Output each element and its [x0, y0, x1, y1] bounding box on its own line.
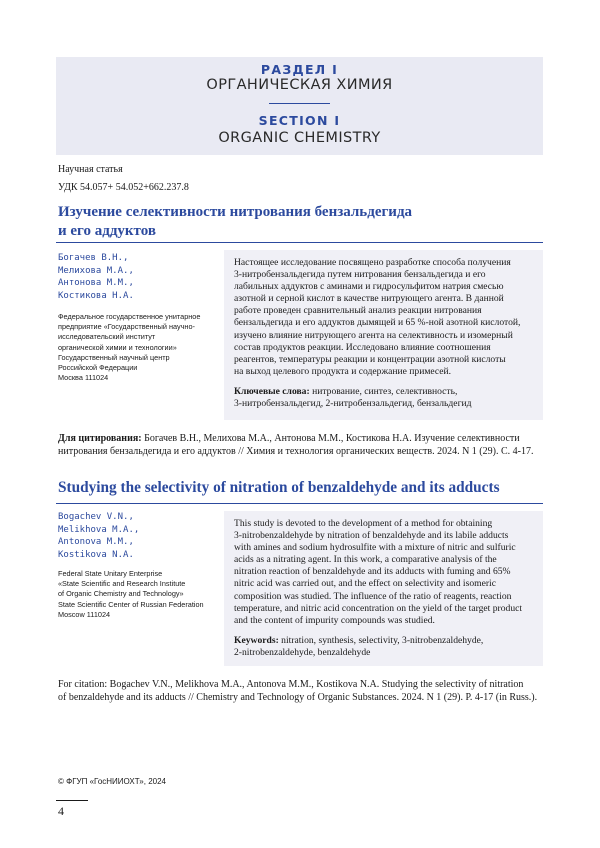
abstract-en	[234, 518, 533, 627]
author: Melikhova M.A.,	[58, 524, 140, 535]
author: Antonova M.M.,	[58, 537, 134, 547]
keywords-ru	[234, 386, 533, 410]
authors-ru	[58, 252, 134, 302]
author: Мелихова М.А.,	[58, 265, 134, 276]
affiliation-line: State Scientific Center of Russian Federation	[58, 599, 204, 609]
section-label-en: SECTION I	[258, 113, 341, 128]
abstract-line: реагентов, температуры реакции и концентрации азотной кислоты	[234, 353, 506, 365]
keywords-text: нитрование, синтез, селективность,	[309, 385, 458, 397]
author: Богачев В.Н.,	[58, 253, 129, 263]
author: Антонова М.М.,	[58, 278, 134, 288]
author: Kostikova N.A.	[58, 549, 134, 560]
title-ru-line: и его аддуктов	[58, 223, 156, 239]
affiliation-line: предприятие «Государственный научно-	[58, 322, 195, 332]
banner-divider	[269, 103, 330, 104]
affiliation-en	[58, 569, 204, 620]
footer-rule	[56, 800, 88, 801]
keywords-text: 2-nitrobenzaldehyde, benzaldehyde	[234, 646, 371, 658]
citation-text: нитрования бензальдегида и его аддуктов // Химия и технология органических веществ. 2024. N 1 (29). С. 4-17.	[58, 446, 534, 457]
affiliation-line: Federal State Unitary Enterprise	[58, 569, 163, 578]
abstract-line: лабильных аддуктов с аминами и гидросульфитом натрия смесью	[234, 281, 504, 293]
affiliation-line: органической химии и технологии»	[58, 342, 177, 352]
page-number: 4	[58, 804, 64, 818]
keywords-en	[234, 635, 533, 659]
abstract-line: acids as a nitrating agent. In this work, a comparative analysis of the	[234, 554, 497, 566]
abstract-line: 3-nitrobenzaldehyde by nitration of benzaldehyde and its labile adducts	[234, 530, 509, 542]
citation-en	[58, 678, 543, 704]
title-ru-line: Изучение селективности нитрования бензальдегида	[58, 204, 413, 220]
abstract-line: бензальдегида и его аддуктов дымящей и 65 %-ной азотной кислотой,	[234, 317, 521, 329]
keywords-label: Keywords:	[234, 634, 279, 646]
abstract-line: temperature, and nitric acid concentration on the yield of the target product	[234, 602, 523, 614]
abstract-box-ru	[224, 250, 543, 420]
abstract-line: Настоящее исследование посвящено разработке способа получения	[234, 257, 511, 268]
citation-text: For citation: Bogachev V.N., Melikhova M.A., Antonova M.M., Kostikova N.A. Studying the selectivity of nitration	[58, 679, 524, 690]
abstract-line: nitration reaction of benzaldehyde and its adducts with fuming and 65%	[234, 566, 511, 578]
abstract-line: на выход целевого продукта и содержание примесей.	[234, 365, 452, 377]
article-type: Научная статья	[58, 164, 123, 175]
abstract-line: состав продуктов реакции. Исследовано влияние соотношения	[234, 341, 491, 353]
copyright: © ФГУП «ГосНИИОХТ», 2024	[58, 777, 166, 786]
author: Bogachev V.N.,	[58, 512, 134, 522]
abstract-ru	[234, 257, 533, 378]
abstract-line: изучено влияние нитрующего агента на селективность и изомерный	[234, 329, 513, 341]
affiliation-line: Москва 111024	[58, 373, 109, 383]
abstract-box-en	[224, 511, 543, 666]
affiliation-line: Moscow 111024	[58, 609, 111, 619]
abstract-line: азотной и серной кислот в качестве нитрующего агента. В данной	[234, 293, 504, 305]
authors-en	[58, 511, 139, 561]
citation-label: Для цитирования:	[58, 433, 142, 444]
abstract-line: работе проведен сравнительный анализ реакции нитрования	[234, 305, 482, 317]
citation-text: Богачев В.Н., Мелихова М.А., Антонова М.М., Костикова Н.А. Изучение селективности	[141, 433, 520, 444]
abstract-line: with amines and sodium hydrosulfite with a mixture of nitric and sulfuric	[234, 542, 516, 554]
abstract-line: and the content of impurity compounds was studied.	[234, 614, 435, 626]
keywords-label: Ключевые слова:	[234, 385, 310, 397]
abstract-line: 3-нитробензальдегида путем нитрования бензальдегида и его	[234, 269, 486, 281]
udc-code: УДК 54.057+ 54.052+662.237.8	[58, 182, 189, 193]
abstract-line: nitric acid was carried out, and the effect on selectivity and isomeric	[234, 578, 496, 590]
affiliation-line: исследовательский институт	[58, 332, 156, 342]
citation-text: of benzaldehyde and its adducts // Chemistry and Technology of Organic Substances. 2024. N 1 (29). P. 4-17 (in Russ.).	[58, 692, 538, 703]
title-ru	[58, 203, 412, 241]
title-rule	[56, 242, 543, 243]
title-en: Studying the selectivity of nitration of benzaldehyde and its adducts	[58, 479, 500, 496]
section-banner	[56, 57, 543, 155]
section-name-en: ORGANIC CHEMISTRY	[218, 130, 381, 146]
keywords-text: nitration, synthesis, selectivity, 3-nitrobenzaldehyde,	[278, 634, 484, 646]
affiliation-line: Федеральное государственное унитарное	[58, 312, 201, 321]
affiliation-line: Российской Федерации	[58, 363, 138, 373]
citation-ru	[58, 432, 543, 458]
abstract-line: composition was studied. The influence of the ratio of reagents, reaction	[234, 590, 512, 602]
affiliation-line: Государственный научный центр	[58, 352, 170, 362]
title-rule	[56, 503, 543, 504]
affiliation-ru	[58, 312, 200, 383]
affiliation-line: of Organic Chemistry and Technology»	[58, 589, 184, 599]
affiliation-line: «State Scientific and Research Institute	[58, 579, 186, 589]
abstract-line: This study is devoted to the development of a method for obtaining	[234, 518, 493, 529]
author: Костикова Н.А.	[58, 290, 134, 301]
keywords-text: 3-нитробензальдегид, 2-нитробензальдегид, бензальдегид	[234, 398, 472, 410]
section-name-ru: ОРГАНИЧЕСКАЯ ХИМИЯ	[206, 77, 393, 93]
section-label-ru: РАЗДЕЛ I	[260, 62, 339, 77]
